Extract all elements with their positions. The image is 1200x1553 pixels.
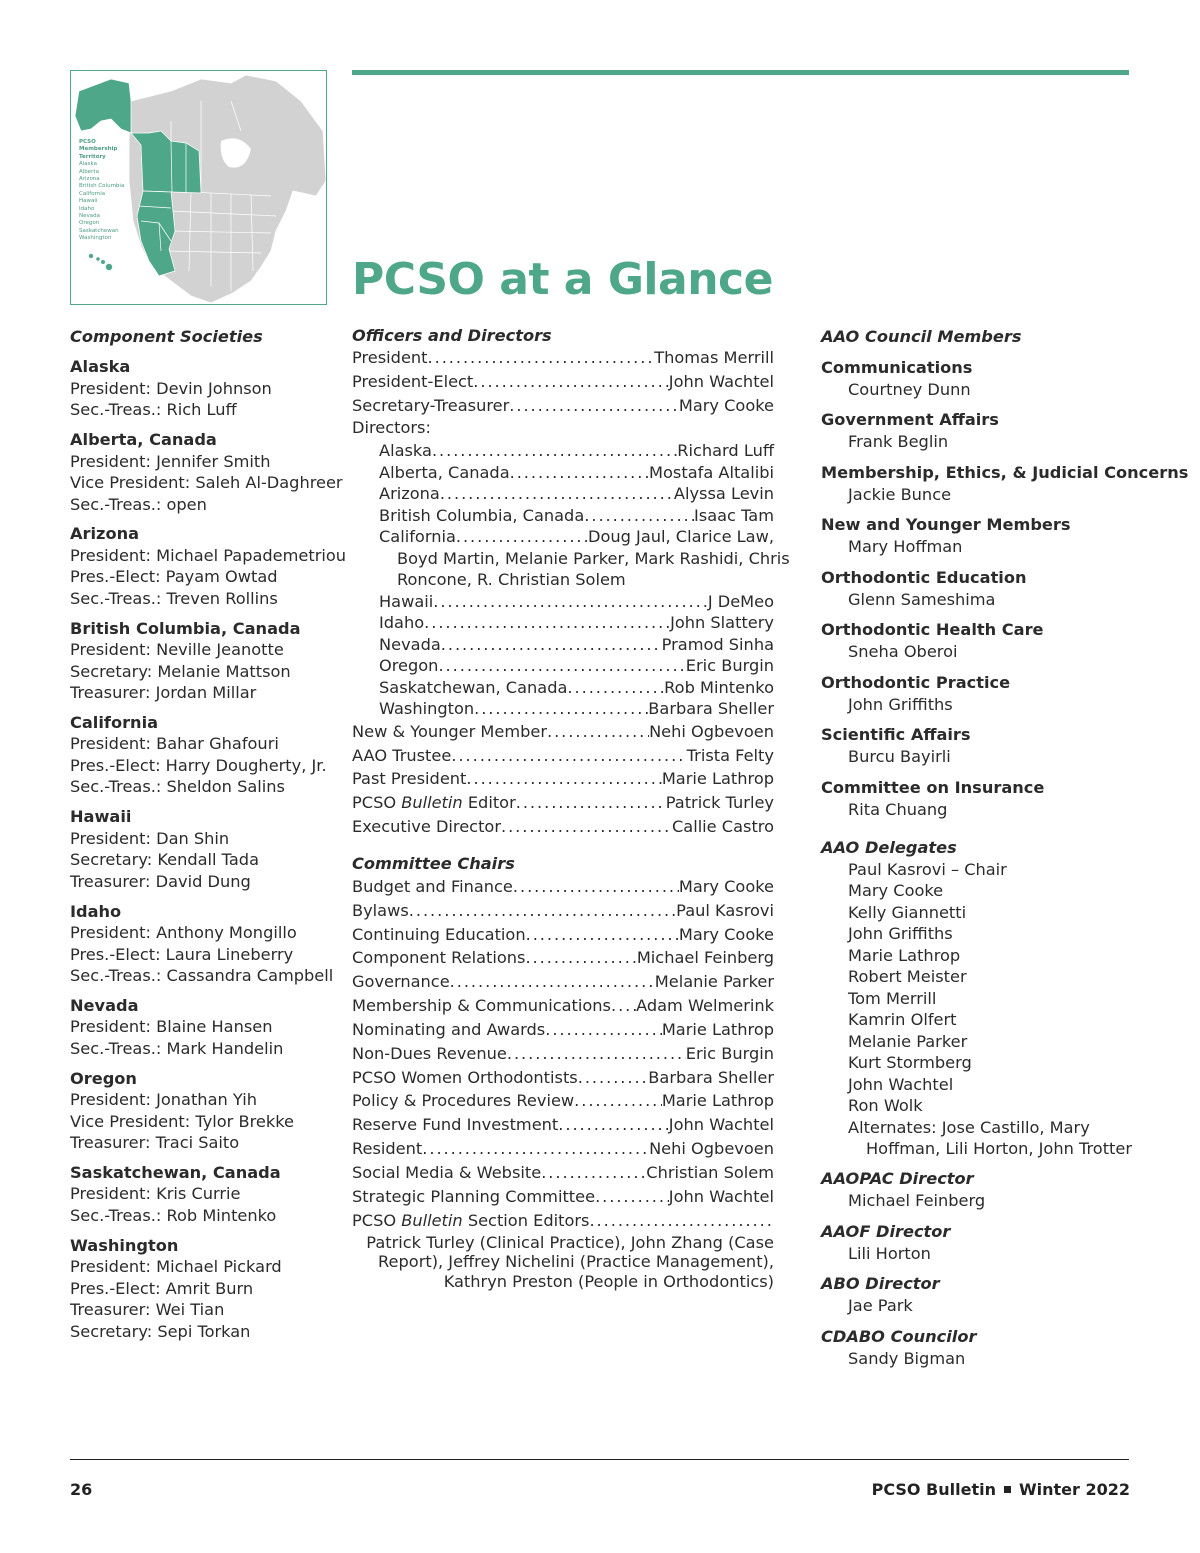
society-officer: Pres.-Elect: Harry Dougherty, Jr.	[70, 755, 327, 775]
western-us-territory	[137, 191, 175, 276]
footer-publication	[872, 1480, 1130, 1499]
map-legend-item: Saskatchewan	[79, 227, 119, 234]
square-bullet-icon	[1004, 1486, 1011, 1493]
director-list	[352, 591, 774, 720]
dot-leader	[433, 591, 708, 613]
director-name: Alyssa Levin	[673, 484, 774, 504]
society-officer: President: Bahar Ghafouri	[70, 734, 279, 754]
society-name: Hawaii	[70, 807, 132, 827]
society-name: Saskatchewan, Canada	[70, 1162, 281, 1182]
officer-row	[352, 394, 774, 418]
society-block	[70, 901, 334, 987]
page-number: 26	[70, 1480, 93, 1499]
director-name: Richard Luff	[677, 441, 774, 461]
society-officer: President: Devin Johnson	[70, 378, 272, 398]
director-label: California	[379, 527, 456, 547]
dot-leader	[474, 698, 648, 720]
council-member-name: Rita Chuang	[848, 799, 948, 819]
dot-leader	[510, 462, 649, 484]
director-name: Mostafa Altalibi	[649, 462, 774, 482]
committee-row	[352, 1113, 774, 1137]
director-row	[352, 505, 774, 527]
officer-name: Patrick Turley	[665, 793, 774, 813]
committee-row	[352, 1161, 774, 1185]
director-title: AAOPAC Director	[821, 1169, 974, 1188]
officer-label: PCSO Bulletin Editor	[352, 793, 516, 813]
director-label: Alberta, Canada	[379, 462, 510, 482]
dot-leader	[513, 875, 679, 899]
committee-name: Christian Solem	[646, 1163, 774, 1182]
committee-row	[352, 970, 774, 994]
director-row	[352, 698, 774, 720]
map-legend-item: Arizona	[79, 176, 100, 183]
society-officer: Pres.-Elect: Amrit Burn	[70, 1278, 254, 1298]
society-name: California	[70, 712, 159, 732]
director-label: Washington	[379, 699, 475, 719]
dot-leader	[545, 1018, 662, 1042]
society-officer: Sec.-Treas.: open	[70, 494, 207, 514]
dot-leader	[567, 677, 664, 699]
hawaii-territory	[89, 254, 112, 270]
society-officer: Treasurer: David Dung	[70, 871, 251, 891]
director-name: Pramod Sinha	[661, 634, 774, 654]
society-officer: Treasurer: Jordan Millar	[70, 683, 257, 703]
society-block	[70, 429, 343, 515]
officer-label: Secretary-Treasurer	[352, 395, 510, 415]
council-block	[821, 672, 1141, 716]
director-block	[821, 1326, 1141, 1370]
delegate-name: Kelly Giannetti	[848, 902, 967, 922]
dot-leader	[611, 994, 636, 1018]
committee-label: Budget and Finance	[352, 876, 513, 896]
committee-name: John Wachtel	[668, 1115, 774, 1135]
society-name: Arizona	[70, 524, 140, 544]
page-title: PCSO at a Glance	[352, 254, 773, 305]
council-committee-name: Scientific Affairs	[821, 725, 971, 744]
issue-date: Winter 2022	[1018, 1480, 1130, 1499]
officer-row	[352, 720, 774, 744]
alternates-line: Alternates: Jose Castillo, Mary	[848, 1117, 1090, 1137]
society-officer: President: Anthony Mongillo	[70, 923, 297, 943]
territory-map	[70, 70, 327, 305]
director-name: John Slattery	[670, 613, 774, 633]
council-member-name: Mary Hoffman	[848, 537, 963, 556]
officer-label: AAO Trustee	[352, 745, 452, 765]
committee-label: PCSO Women Orthodontists	[352, 1067, 578, 1087]
society-officer: Sec.-Treas.: Mark Handelin	[70, 1038, 284, 1058]
society-name: Alaska	[70, 357, 131, 377]
map-legend-title-line: Territory	[79, 153, 106, 160]
dot-leader	[525, 946, 636, 970]
dot-leader	[424, 612, 670, 634]
society-officer: Vice President: Tylor Brekke	[70, 1111, 294, 1131]
dot-leader	[432, 440, 677, 462]
committee-name: Mary Cooke	[678, 876, 774, 896]
officer-label: President-Elect	[352, 371, 474, 391]
society-name: British Columbia, Canada	[70, 618, 301, 638]
society-block	[70, 618, 330, 704]
officer-label: Past President	[352, 769, 467, 789]
section-editors-names: Kathryn Preston (People in Orthodontics)	[443, 1271, 774, 1291]
director-name: Michael Feinberg	[848, 1191, 986, 1210]
committee-row	[352, 1018, 774, 1042]
director-row	[352, 634, 774, 656]
society-block	[70, 995, 330, 1060]
director-list	[352, 440, 774, 548]
committee-name: Marie Lathrop	[661, 1091, 774, 1111]
officer-row	[352, 370, 774, 394]
map-legend-item: Washington	[79, 235, 112, 242]
component-societies-heading: Component Societies	[70, 327, 263, 346]
director-label: Idaho	[379, 613, 425, 633]
officer-row	[352, 791, 774, 815]
committee-row	[352, 946, 774, 970]
society-officer: Sec.-Treas.: Cassandra Campbell	[70, 966, 334, 986]
officer-name: Marie Lathrop	[661, 769, 774, 789]
committee-row	[352, 1185, 774, 1209]
council-block	[821, 567, 1141, 611]
council-block	[821, 619, 1141, 663]
director-label: Nevada	[379, 634, 441, 654]
map-legend	[79, 139, 124, 243]
map-legend-item: Alaska	[79, 161, 97, 168]
council-member-name: Courtney Dunn	[848, 379, 971, 399]
director-row	[352, 655, 774, 677]
committee-list	[352, 875, 774, 1209]
committee-name: Eric Burgin	[685, 1043, 774, 1063]
director-label: Oregon	[379, 656, 439, 676]
society-officer: Treasurer: Traci Saito	[70, 1133, 240, 1153]
dot-leader	[422, 1137, 649, 1161]
society-block	[70, 1068, 330, 1154]
director-row	[352, 462, 774, 484]
dot-leader	[547, 720, 649, 744]
delegate-name: Mary Cooke	[848, 881, 944, 900]
society-officer: Sec.-Treas.: Sheldon Salins	[70, 777, 285, 797]
map-legend-title-line: Membership	[79, 146, 118, 153]
council-member-name: Frank Beglin	[848, 432, 949, 451]
society-name: Washington	[70, 1235, 179, 1255]
director-name: Sandy Bigman	[848, 1348, 966, 1368]
director-name: Doug Jaul, Clarice Law,	[588, 527, 774, 547]
officer-list	[352, 346, 774, 417]
dot-leader	[578, 1066, 649, 1090]
officer-name: Callie Castro	[671, 817, 774, 837]
director-row	[352, 591, 774, 613]
society-officer: President: Neville Jeanotte	[70, 640, 284, 660]
director-name: Eric Burgin	[685, 656, 774, 676]
dot-leader	[516, 791, 666, 815]
map-legend-item: Nevada	[79, 213, 100, 220]
officer-row	[352, 346, 774, 370]
society-officer: Secretary: Sepi Torkan	[70, 1321, 251, 1341]
dot-leader	[501, 815, 672, 839]
map-legend-item: British Columbia	[79, 183, 125, 190]
officer-name: Trista Felty	[686, 745, 774, 765]
society-name: Nevada	[70, 995, 139, 1015]
society-officer: President: Michael Papademetriou	[70, 545, 347, 565]
society-block	[70, 1235, 330, 1343]
society-name: Oregon	[70, 1068, 137, 1088]
committee-row	[352, 1066, 774, 1090]
director-name: Rob Mintenko	[664, 677, 774, 697]
delegate-name: Marie Lathrop	[848, 945, 961, 965]
council-block	[821, 409, 1141, 453]
committee-row	[352, 1209, 774, 1233]
officer-name: Mary Cooke	[678, 395, 774, 415]
director-name: Barbara Sheller	[648, 699, 774, 719]
director-label: Hawaii	[379, 591, 434, 611]
council-committee-name: Membership, Ethics, & Judicial Concerns	[821, 462, 1189, 482]
committee-row	[352, 899, 774, 923]
delegate-name: John Wachtel	[848, 1074, 954, 1094]
society-list	[70, 356, 347, 1342]
director-row	[352, 483, 774, 505]
dot-leader	[589, 1209, 774, 1233]
council-committee-name: New and Younger Members	[821, 515, 1071, 534]
society-officer: President: Dan Shin	[70, 828, 230, 848]
director-row	[352, 677, 774, 699]
council-member-name: John Griffiths	[848, 694, 953, 714]
director-title: ABO Director	[821, 1274, 940, 1293]
dot-leader	[428, 346, 655, 370]
section-editors-row	[352, 1209, 774, 1233]
council-committee-name: Orthodontic Practice	[821, 672, 1011, 692]
committee-label: Non-Dues Revenue	[352, 1043, 507, 1063]
committee-row	[352, 994, 774, 1018]
alaska-territory	[75, 79, 131, 133]
committee-label: Continuing Education	[352, 924, 526, 944]
committee-label: Reserve Fund Investment	[352, 1115, 559, 1135]
committee-label: Social Media & Website	[352, 1163, 542, 1182]
society-block	[70, 712, 330, 798]
director-row	[352, 612, 774, 634]
society-officer: President: Kris Currie	[70, 1184, 241, 1204]
dot-leader	[507, 1042, 686, 1066]
map-legend-item: Idaho	[79, 205, 95, 212]
society-block	[70, 356, 330, 421]
council-block	[821, 462, 1189, 506]
director-block	[821, 1273, 1141, 1317]
other-directors-list	[821, 1168, 1141, 1370]
delegate-name: Ron Wolk	[848, 1096, 923, 1115]
dot-leader	[466, 767, 661, 791]
alternates-line: Hoffman, Lili Horton, John Trotter	[866, 1139, 1133, 1158]
california-directors-cont: Boyd Martin, Melanie Parker, Mark Rashidi, Chris	[397, 548, 790, 568]
committee-name: Michael Feinberg	[636, 948, 774, 968]
committee-row	[352, 875, 774, 899]
committee-label: Component Relations	[352, 948, 526, 968]
council-block	[821, 777, 1141, 821]
aao-column	[821, 326, 1189, 1370]
committee-row	[352, 1137, 774, 1161]
committee-name: Marie Lathrop	[661, 1019, 774, 1039]
map-legend-title-line: PCSO	[79, 139, 96, 145]
committee-label: Strategic Planning Committee	[352, 1186, 596, 1206]
director-label: Saskatchewan, Canada	[379, 677, 568, 697]
society-officer: Sec.-Treas.: Rich Luff	[70, 400, 237, 420]
dot-leader	[509, 394, 679, 418]
dot-leader	[450, 970, 655, 994]
footer-rule	[70, 1459, 1129, 1460]
dot-leader	[441, 634, 662, 656]
delegate-alternates	[821, 1117, 1141, 1160]
dot-leader	[584, 505, 694, 527]
director-name: Jae Park	[848, 1296, 913, 1315]
officer-name: Thomas Merrill	[654, 348, 774, 367]
officer-label: President	[352, 348, 428, 367]
council-block	[821, 357, 1141, 401]
society-officer: Treasurer: Wei Tian	[70, 1300, 225, 1320]
committee-row	[352, 1042, 774, 1066]
delegate-name: Kamrin Olfert	[848, 1010, 957, 1029]
society-name: Idaho	[70, 901, 122, 921]
committee-name: Adam Welmerink	[636, 996, 774, 1016]
council-committee-name: Orthodontic Health Care	[821, 620, 1044, 639]
council-committee-name: Government Affairs	[821, 410, 999, 429]
director-name: Isaac Tam	[694, 505, 774, 525]
committee-label: Policy & Procedures Review	[352, 1091, 575, 1111]
council-member-name: Sneha Oberoi	[848, 642, 958, 661]
committee-name: Nehi Ogbevoen	[649, 1139, 774, 1159]
dot-leader	[574, 1089, 662, 1113]
california-directors-cont: Roncone, R. Christian Solem	[397, 570, 626, 590]
dot-leader	[526, 923, 679, 947]
committee-chairs-heading: Committee Chairs	[352, 853, 515, 873]
society-officer: Secretary: Melanie Mattson	[70, 661, 291, 681]
officer-row	[352, 744, 774, 768]
council-member-name: Glenn Sameshima	[848, 589, 996, 609]
council-committee-name: Orthodontic Education	[821, 567, 1027, 587]
committee-row	[352, 1089, 774, 1113]
director-title: CDABO Councilor	[821, 1326, 977, 1346]
aao-delegates-heading: AAO Delegates	[821, 837, 957, 857]
society-block	[70, 1162, 330, 1227]
committee-label: PCSO Bulletin Section Editors	[352, 1210, 590, 1230]
map-legend-item: Oregon	[79, 220, 100, 227]
officer-list	[352, 720, 774, 839]
society-officer: Secretary: Kendall Tada	[70, 850, 259, 870]
society-officer: President: Jennifer Smith	[70, 451, 271, 471]
society-officer: President: Blaine Hansen	[70, 1017, 273, 1037]
dot-leader	[438, 655, 685, 677]
council-block	[821, 724, 1141, 768]
director-block	[821, 1168, 1141, 1212]
council-block	[821, 514, 1141, 558]
officer-name: John Wachtel	[668, 371, 774, 391]
top-accent-rule	[352, 70, 1129, 75]
society-officer: Sec.-Treas.: Treven Rollins	[70, 588, 278, 608]
council-member-name: Jackie Bunce	[848, 484, 952, 504]
committee-name: Paul Kasrovi	[676, 900, 774, 920]
director-label: British Columbia, Canada	[379, 505, 585, 525]
map-legend-item: Hawaii	[79, 198, 98, 205]
dot-leader	[440, 483, 674, 505]
committee-label: Bylaws	[352, 900, 409, 920]
dot-leader	[409, 899, 676, 923]
aao-council-heading: AAO Council Members	[821, 327, 1022, 346]
director-row	[352, 526, 774, 548]
committee-row	[352, 923, 774, 947]
society-name: Alberta, Canada	[70, 430, 217, 450]
delegate-name: Paul Kasrovi – Chair	[848, 859, 1007, 879]
committee-label: Resident	[352, 1139, 423, 1159]
dot-leader	[456, 526, 588, 548]
council-member-name: Burcu Bayirli	[848, 747, 951, 766]
dot-leader	[473, 370, 669, 394]
officer-row	[352, 815, 774, 839]
delegate-name: Melanie Parker	[848, 1031, 968, 1051]
officer-name: Nehi Ogbevoen	[649, 721, 774, 741]
officer-row	[352, 767, 774, 791]
delegate-name: Tom Merrill	[848, 988, 937, 1008]
directors-label: Directors:	[352, 418, 431, 438]
delegate-name: John Griffiths	[848, 924, 953, 943]
delegate-name: Robert Meister	[848, 967, 967, 986]
society-officer: Vice President: Saleh Al-Daghreer	[70, 473, 343, 493]
director-block	[821, 1221, 1141, 1265]
director-name: Lili Horton	[848, 1243, 931, 1263]
section-editors-names: Report), Jeffrey Nichelini (Practice Management),	[378, 1252, 774, 1272]
delegate-name: Kurt Stormberg	[848, 1053, 972, 1072]
director-title: AAOF Director	[821, 1221, 951, 1241]
section-editors-names: Patrick Turley (Clinical Practice), John Zhang (Case	[366, 1232, 774, 1252]
society-block	[70, 523, 347, 609]
society-block	[70, 806, 330, 892]
committee-name: Melanie Parker	[654, 972, 774, 992]
dot-leader	[558, 1113, 669, 1137]
society-officer: Pres.-Elect: Laura Lineberry	[70, 944, 294, 964]
committee-label: Nominating and Awards	[352, 1019, 546, 1039]
council-list	[821, 357, 1189, 821]
council-committee-name: Communications	[821, 357, 973, 377]
society-officer: Sec.-Treas.: Rob Mintenko	[70, 1205, 277, 1225]
component-societies-column	[70, 326, 347, 1342]
publication-name: PCSO Bulletin	[871, 1480, 996, 1499]
committee-name: Barbara Sheller	[648, 1067, 774, 1087]
dot-leader	[595, 1185, 669, 1209]
map-legend-item: Alberta	[79, 168, 99, 175]
committee-name: Mary Cooke	[678, 924, 774, 944]
society-officer: Pres.-Elect: Payam Owtad	[70, 567, 278, 587]
delegate-list	[821, 859, 1141, 1117]
dot-leader	[451, 744, 686, 768]
map-legend-item: California	[79, 190, 106, 197]
officer-label: New & Younger Member	[352, 721, 547, 741]
officers-heading: Officers and Directors	[352, 326, 552, 345]
committee-label: Governance	[352, 972, 450, 992]
council-committee-name: Committee on Insurance	[821, 777, 1045, 797]
officers-column	[352, 326, 790, 1291]
officer-label: Executive Director	[352, 817, 501, 837]
committee-label: Membership & Communications	[352, 996, 611, 1016]
society-officer: President: Jonathan Yih	[70, 1090, 257, 1110]
director-label: Arizona	[379, 484, 440, 504]
society-officer: President: Michael Pickard	[70, 1257, 282, 1277]
director-name: J DeMeo	[707, 591, 774, 611]
director-label: Alaska	[379, 441, 432, 461]
director-row	[352, 440, 774, 462]
committee-name: John Wachtel	[668, 1186, 774, 1206]
dot-leader	[541, 1161, 646, 1185]
